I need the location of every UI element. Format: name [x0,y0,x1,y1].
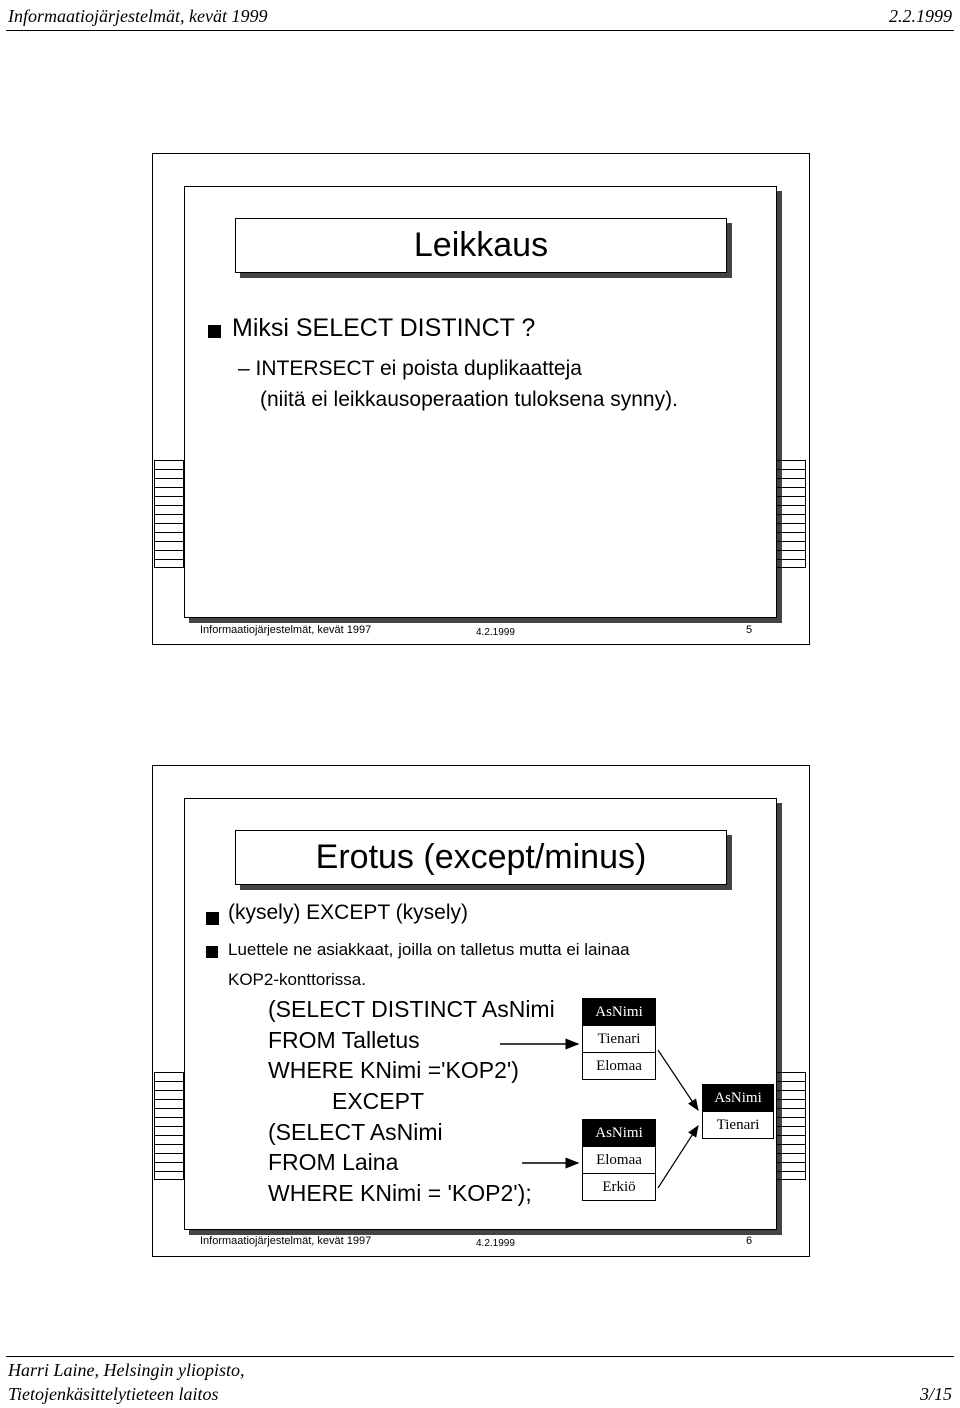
header-rule [6,30,954,31]
bullet-icon [208,325,221,338]
slide-5-left-tab-decoration [154,460,184,568]
slide-5-footer-number: 5 [746,624,753,636]
slide-5-title: Leikkaus [413,226,549,264]
slide-6-footer-date: 4.2.1999 [476,1238,515,1249]
slide-6-bullet-2-line-1: Luettele ne asiakkaat, joilla on talletus mutta ei lainaa [228,940,630,959]
slide-5-bullet: Miksi SELECT DISTINCT ? [232,314,536,342]
sql-line-6: FROM Laina [268,1149,399,1175]
sql-line-2: FROM Talletus [268,1027,420,1053]
table-row: Tienari [583,1026,656,1053]
slide-5-right-tab-decoration [776,460,806,568]
page-footer-line-2: Tietojenkäsittelytieteen laitos [8,1384,219,1404]
footer-rule [6,1356,954,1357]
slide-5-title-box [235,218,727,273]
slide-5-dash-line-1: – INTERSECT ei poista duplikaatteja [238,357,582,380]
laina-result-table [582,1119,656,1201]
slide-6-title-box [235,830,727,885]
bullet-icon [206,946,218,958]
slide-5-footer-course: Informaatiojärjestelmät, kevät 1997 [200,624,372,636]
table-row: Erkiö [583,1174,656,1201]
page-footer-line-1: Harri Laine, Helsingin yliopisto, [8,1360,245,1380]
table-row: Elomaa [583,1053,656,1080]
table-header: AsNimi [703,1085,774,1112]
sql-line-1: (SELECT DISTINCT AsNimi [268,996,555,1022]
except-result-table [702,1084,774,1139]
sql-line-5: (SELECT AsNimi [268,1119,443,1145]
table-row: Tienari [703,1112,774,1139]
page-header-left: Informaatiojärjestelmät, kevät 1999 [8,6,268,26]
slide-6-bullet-1: (kysely) EXCEPT (kysely) [228,901,468,924]
talletus-result-table [582,998,656,1080]
slide-6-title: Erotus (except/minus) [315,838,647,876]
sql-line-4: EXCEPT [332,1088,425,1114]
slide-6-bullet-2-line-2: KOP2-konttorissa. [228,970,366,989]
page-number: 3/15 [919,1384,952,1404]
sql-line-7: WHERE KNimi = 'KOP2'); [268,1180,532,1206]
slide-6-left-tab-decoration [154,1072,184,1180]
page-header-date: 2.2.1999 [889,6,952,26]
table-row: Elomaa [583,1147,656,1174]
sql-line-3: WHERE KNimi ='KOP2') [268,1057,519,1083]
bullet-icon [206,912,219,925]
slide-5-dash-line-2: (niitä ei leikkausoperaation tuloksena synny). [260,388,678,411]
slide-5-footer-date: 4.2.1999 [476,627,515,638]
table-header: AsNimi [583,1120,656,1147]
table-header: AsNimi [583,999,656,1026]
slide-6-right-tab-decoration [776,1072,806,1180]
slide-6-footer-number: 6 [746,1235,753,1247]
slide-6-footer-course: Informaatiojärjestelmät, kevät 1997 [200,1235,372,1247]
